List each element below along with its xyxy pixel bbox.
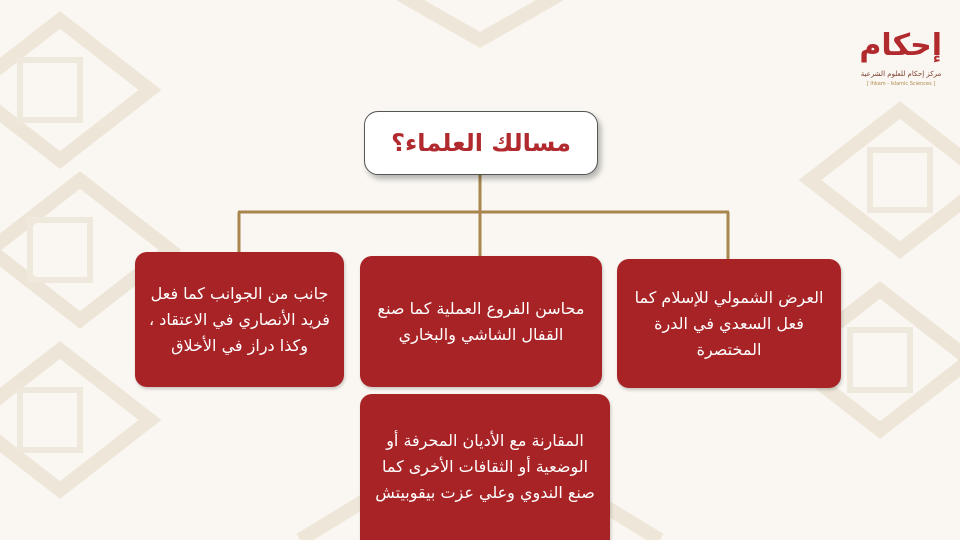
branch-node-text: جانب من الجوانب كما فعل فريد الأنصاري في الاعتقاد ، وكذا دراز في الأخلاق — [149, 283, 330, 355]
branch-node-practical-merits — [360, 256, 602, 387]
branch-node-single-aspect — [135, 252, 344, 387]
branch-node-text: العرض الشمولي للإسلام كما فعل السعدي في الدرة المختصرة — [634, 287, 824, 359]
branch-node-comparison — [360, 394, 610, 540]
logo-subtitle: مركز إحكام للعلوم الشرعية — [860, 70, 942, 78]
diagram-title — [364, 111, 598, 175]
branch-node-text: المقارنة مع الأديان المحرفة أو الوضعية أو الثقافات الأخرى كما صنع الندوي وعلي عزت بيقوبيتش — [375, 431, 595, 502]
branch-node-text: محاسن الفروع العملية كما صنع القفال الشاشي والبخاري — [377, 298, 585, 344]
ihkam-logo — [860, 26, 942, 92]
branch-node-comprehensive — [617, 259, 841, 388]
diagram-title-text: مسالك العلماء؟ — [391, 129, 571, 157]
logo-tagline: [ Ihkam - Islamic Sciences ] — [866, 81, 936, 87]
logo-wordmark: إحكام — [859, 28, 942, 63]
